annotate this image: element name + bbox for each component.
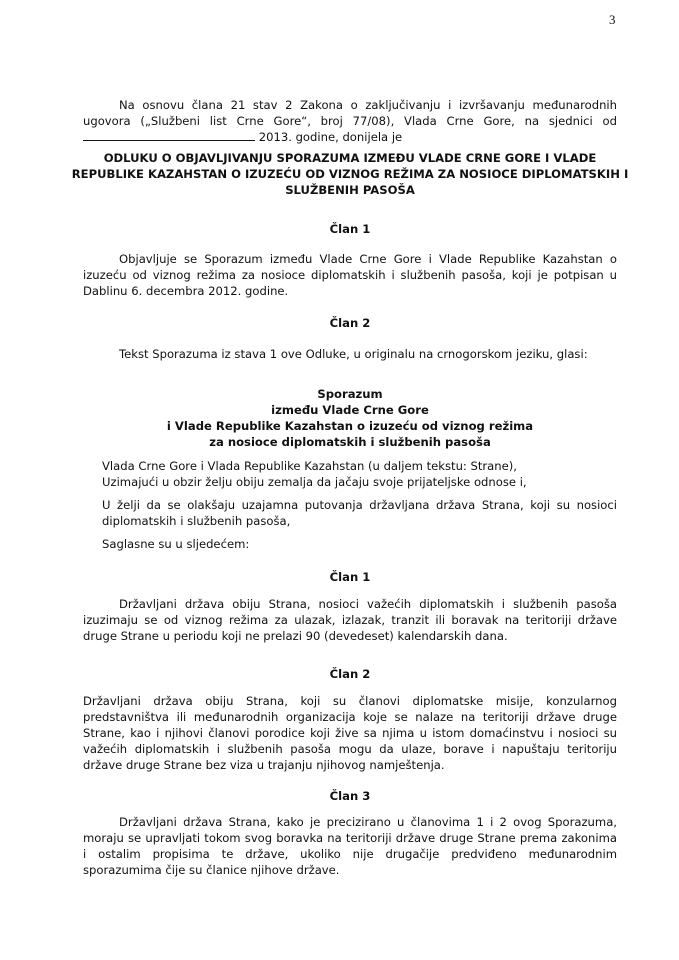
article-1-text: Državljani država obiju Strana, nosioci važećih diplomatskih i službenih pasoša izuzimaju se od viznog režima za ulazak, izlazak, tranzit ili boravak na teritoriji države druge Strane u periodu koji ne prelazi 90 (devedeset) kalendarskih dana. xyxy=(83,597,617,643)
agreement-title-line: između Vlade Crne Gore xyxy=(271,403,429,417)
article-3-text: Državljani država Strana, kako je precizirano u članovima 1 i 2 ovog Sporazuma, moraju se upravljati tokom svog boravka na teritoriji države druge Strane prema zakonima i ostalim propisima te države, ukoliko nije drugačije predviđeno međunarodnim sporazumima čije su članice njihove države. xyxy=(83,815,617,877)
decision-article-1-heading: Član 1 xyxy=(329,222,371,236)
agreement-title-line: i Vlade Republike Kazahstan o izuzeću od viznog režima xyxy=(166,419,534,433)
preamble-line: Uzimajući u obzir želju obiju zemalja da jačaju svoje prijateljske odnose i, xyxy=(102,475,527,489)
preamble-line: U želji da se olakšaju uzajamna putovanja državljana država Strana, koji su nosioci diplomatskih i službenih pasoša, xyxy=(102,498,617,528)
article-2-heading: Član 2 xyxy=(329,667,371,681)
page-number: 3 xyxy=(609,12,616,27)
agreement-title xyxy=(83,386,617,450)
decision-title: ODLUKU O OBJAVLJIVANJU SPORAZUMA IZMEĐU VLADE CRNE GORE I VLADE REPUBLIKE KAZAHSTAN O IZUZEĆU OD VIZNOG REŽIMA ZA NOSIOCE DIPLOMATSKIH I SLUŽBENIH PASOŠA xyxy=(71,151,629,197)
article-1-heading: Član 1 xyxy=(329,570,371,584)
decision-article-2-text: Tekst Sporazuma iz stava 1 ove Odluke, u originalu na crnogorskom jeziku, glasi: xyxy=(119,347,588,361)
agreement-title-line: za nosioce diplomatskih i službenih pasoša xyxy=(209,435,491,449)
date-blank-line xyxy=(83,130,255,141)
article-3-heading: Član 3 xyxy=(329,789,371,803)
agreement-title-line: Sporazum xyxy=(317,387,383,401)
article-2-text: Državljani država obiju Strana, koji su članovi diplomatske misije, konzularnog predstavništva ili međunarodnih organizacija koje se nalaze na teritoriji države druge Strane, kao i njihovi članovi porodice koji žive sa njima u istom domaćinstvu i nosioci su važećih diplomatskih i službenih pasoša mogu da ulaze, borave i napuštaju teritoriju države druge Strane bez viza u trajanju njihovog namještenja. xyxy=(83,694,617,772)
intro-text-end: 2013. godine, donijela je xyxy=(258,130,403,144)
decision-article-1-text: Objavljuje se Sporazum između Vlade Crne Gore i Vlade Republike Kazahstan o izuzeću od viznog režima za nosioce diplomatskih i službenih pasoša, koji je potpisan u Dablinu 6. decembra 2012. godine. xyxy=(83,252,617,298)
preamble-line: Vlada Crne Gore i Vlada Republike Kazahstan (u daljem tekstu: Strane), xyxy=(102,459,517,473)
intro-text: Na osnovu člana 21 stav 2 Zakona o zaključivanju i izvršavanju međunarodnih ugovora („Službeni list Crne Gore“, broj 77/08), Vlada Crne Gore, na sjednici od xyxy=(83,98,617,128)
intro-paragraph xyxy=(83,97,617,145)
preamble-line: Saglasne su u sljedećem: xyxy=(102,537,250,551)
decision-article-2-heading: Član 2 xyxy=(329,316,371,330)
